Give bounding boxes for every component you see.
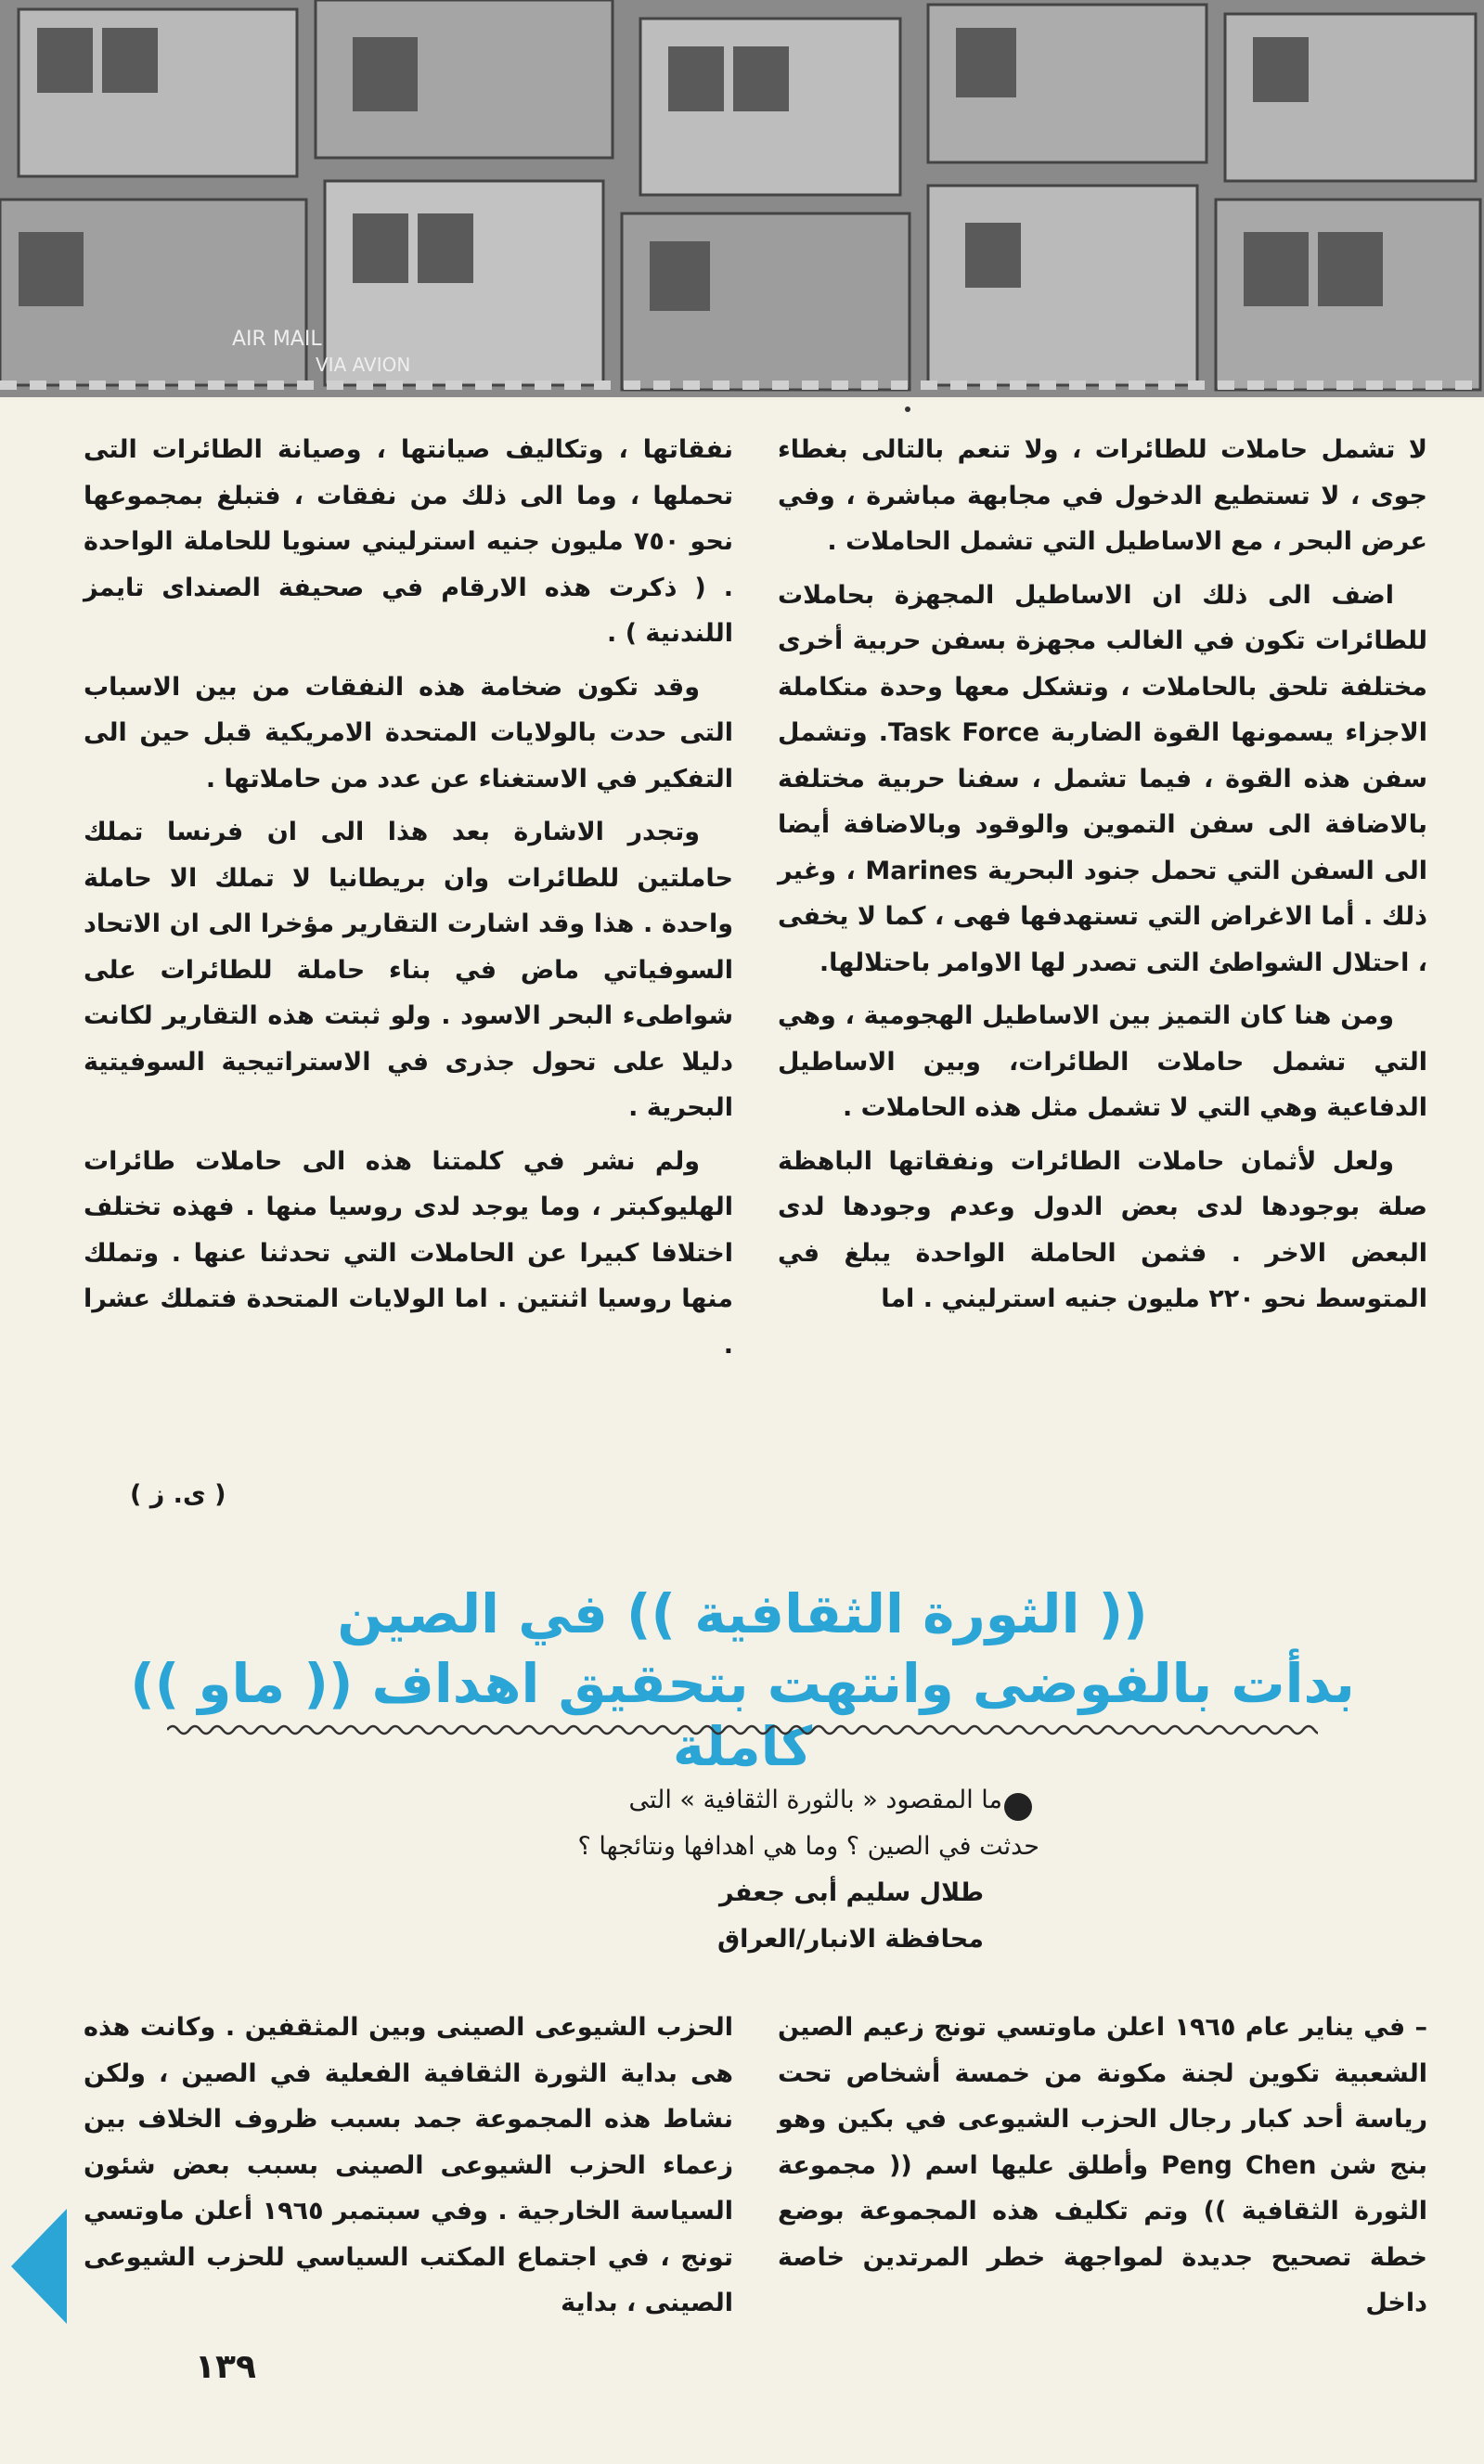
article2-headline-line2: بدأت بالفوضى وانتهت بتحقيق اهداف (( ماو )) كاملة [130, 1652, 1355, 1778]
reader-question [371, 1777, 1039, 1963]
article1-right-paragraph-4: ولعل لأثمان حاملات الطائرات ونفقاتها الباهظة صلة بوجودها لدى بعض الدول وعدم وجودها لدى البعض الاخر . فثمن الحاملة الواحدة يبلغ في المتوسط نحو ٢٢٠ مليون جنيه استرليني . اما [778, 1146, 1427, 1313]
article1-left-column [84, 427, 733, 1375]
page-number: ١٣٩ [195, 2348, 256, 2386]
wavy-divider [167, 1719, 1318, 1741]
question-line-2: حدثت في الصين ؟ وما هي اهدافها ونتائجها ؟ [577, 1832, 1039, 1861]
article1-signature: ( ى. ز ) [130, 1480, 226, 1509]
air-mail-label: AIR MAIL [232, 328, 322, 351]
envelopes-photo [0, 0, 1484, 397]
article1-right-paragraph-1: لا تشمل حاملات للطائرات ، ولا تنعم بالتالى بغطاء جوى ، لا تستطيع الدخول في مجابهة مباشرة ، وفي عرض البحر ، مع الاساطيل التي تشمل الحاملات . [778, 435, 1427, 556]
article2-left-paragraph-1: الحزب الشيوعى الصينى وبين المثقفين . وكانت هذه هى بداية الثورة الثقافية الفعلية في الصين ، ولكن نشاط هذه المجموعة جمد بسبب ظروف الخلاف بين زعماء الحزب الشيوعى الصينى بسبب بعض شئون السياسة الخارجية . وفي سبتمبر ١٩٦٥ أعلن ماوتسي تونج ، في اجتماع المكتب السياسي للحزب الشيوعى الصينى ، بداية [84, 2013, 734, 2317]
article1-right-paragraph-3: ومن هنا كان التميز بين الاساطيل الهجومية ، وهي التي تشمل حاملات الطائرات، وبين الاساطيل الدفاعية وهي التي لا تشمل مثل هذه الحاملات . [778, 1001, 1427, 1122]
asker-location: محافظة الانبار/العراق [717, 1925, 984, 1954]
ink-dot [905, 406, 910, 412]
article1-left-paragraph-3: وتجدر الاشارة بعد هذا الى ان فرنسا تملك حاملتين للطائرات وان بريطانيا لا تملك الا حاملة واحدة . هذا وقد اشارت التقارير مؤخرا الى ان الاتحاد السوفياتي ماض في بناء حاملة للطائرات على شواطىء البحر الاسود . ولو ثبتت هذه التقارير لكانت دليلا على تحول جذرى في الاستراتيجية السوفيتية البحرية . [84, 818, 733, 1122]
article1-left-paragraph-2: وقد تكون ضخامة هذه النفقات من بين الاسباب التى حدت بالولايات المتحدة الامريكية قبل حين الى التفكير في الاستغناء عن عدد من حاملاتها . [84, 672, 733, 793]
envelopes-illustration [0, 0, 1484, 397]
article1-left-paragraph-4: ولم نشر في كلمتنا هذه الى حاملات طائرات الهليوكبتر ، وما يوجد لدى روسيا منها . فهذه تختلف اختلافا كبيرا عن الحاملات التي تحدثنا عنها . وتملك منها روسيا اثنتين . اما الولايات المتحدة فتملك عشرا . [84, 1146, 733, 1360]
article2-right-paragraph-1: – في يناير عام ١٩٦٥ اعلن ماوتسي تونج زعيم الصين الشعبية تكوين لجنة مكونة من خمسة أشخاص تحت رياسة أحد كبار رجال الحزب الشيوعى في بكين وهو بنج شن Peng Chen وأطلق عليها اسم (( مجموعة الثورة الثقافية )) وتم تكليف هذه المجموعة بوضع خطة تصحيح جديدة لمواجهة خطر المرتدين خاصة داخل [778, 2013, 1427, 2317]
article1-right-paragraph-2: اضف الى ذلك ان الاساطيل المجهزة بحاملات للطائرات تكون في الغالب مجهزة بسفن حربية أخرى مختلفة تلحق بالحاملات ، وتشكل معها وحدة متكاملة الاجزاء يسمونها القوة الضاربة Task Force. وتشمل سفن هذه القوة ، فيما تشمل ، سفنا حربية مختلفة بالاضافة الى سفن التموين والوقود وبالاضافة أيضا الى السفن التي تحمل جنود البحرية Marines ، وغير ذلك . أما الاغراض التي تستهدفها فهى ، كما لا يخفى ، احتلال الشواطئ التى تصدر لها الاوامر باحتلالها. [778, 580, 1427, 977]
article1-left-paragraph-1: نفقاتها ، وتكاليف صيانتها ، وصيانة الطائرات التى تحملها ، وما الى ذلك من نفقات ، فتبلغ بمجموعها نحو ٧٥٠ مليون جنيه استرليني سنويا للحاملة الواحدة . ( ذكرت هذه الارقام في صحيفة الصنداى تايمز اللندنية ) . [84, 435, 733, 648]
article2-right-column [778, 2005, 1427, 2334]
article2-headline-line1: (( الثورة الثقافية )) في الصين [337, 1582, 1148, 1645]
article1-right-column [778, 427, 1427, 1330]
asker-name: طلال سليم أبى جعفر [719, 1878, 984, 1907]
article2-left-column [84, 2005, 733, 2334]
continue-arrow-icon [11, 2209, 67, 2324]
via-avion-label: VIA AVION [316, 354, 411, 376]
question-line-1: ما المقصود « بالثورة الثقافية » التى [628, 1786, 1002, 1814]
